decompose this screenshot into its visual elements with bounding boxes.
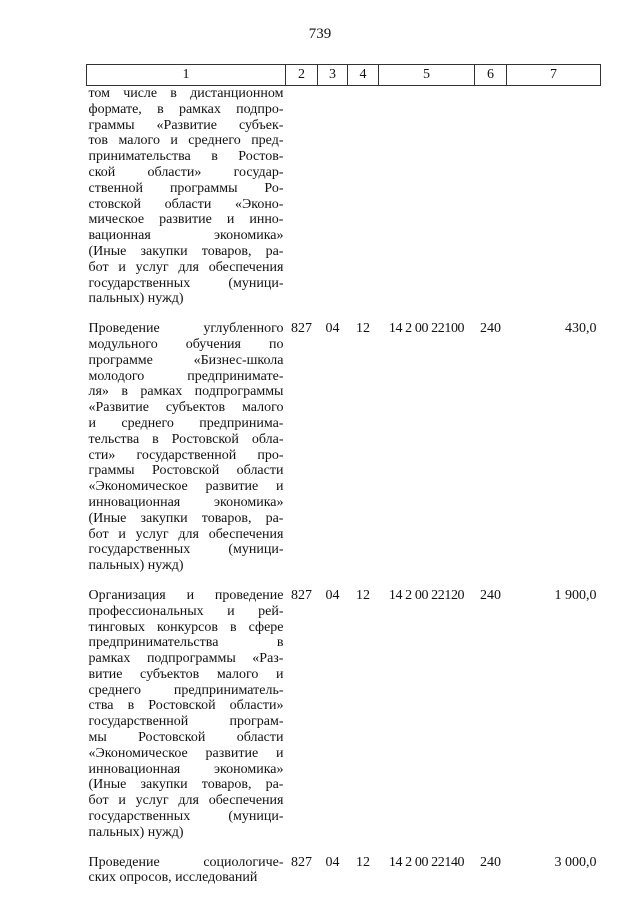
target-article-code: 14 2 00 22120 [388, 587, 465, 603]
description-line: ских опросов, исследований [88, 870, 258, 886]
description-line: тинговых конкурсов в сфере [88, 619, 284, 635]
description-line: инновационная экономика» [88, 494, 284, 510]
description-line: и среднего предпринима- [88, 415, 284, 431]
description-line: модульного обучения по [88, 336, 284, 352]
description-line: принимательства в Ростов- [88, 149, 284, 165]
description-line: пальных) нужд) [88, 558, 184, 574]
description-line: программе «Бизнес-школа [88, 352, 284, 368]
description-line: инновационная экономика» [88, 761, 284, 777]
header-col-7: 7 [507, 65, 601, 86]
description-line: том числе в дистанционном [88, 86, 284, 101]
description-line: бот и услуг для обеспечения [88, 526, 284, 542]
description-line: Проведение социологиче- [88, 854, 284, 870]
amount: 430,0 [565, 321, 597, 337]
row-description [87, 588, 286, 855]
description-line: пальных) нужд) [88, 291, 184, 307]
ministry-code: 827 [291, 854, 312, 870]
description-line: «Развитие субъектов малого [88, 400, 284, 416]
description-line: ства в Ростовской области» [88, 698, 284, 714]
description-line: профессиональных и рей- [88, 603, 284, 619]
description-line: государственных (муници- [88, 809, 284, 825]
description-line: молодого предпринимате- [88, 368, 284, 384]
ministry-code: 827 [291, 587, 312, 603]
subsection-code: 12 [356, 587, 370, 603]
description-line: бот и услуг для обеспечения [88, 259, 284, 275]
continuation-description [87, 86, 286, 322]
header-col-6: 6 [475, 65, 507, 86]
amount: 3 000,0 [554, 854, 597, 870]
budget-table [86, 64, 601, 900]
header-col-2: 2 [286, 65, 318, 86]
description-line: тельства в Ростовской обла- [88, 431, 284, 447]
description-line: (Иные закупки товаров, ра- [88, 510, 284, 526]
description-line: (Иные закупки товаров, ра- [88, 243, 284, 259]
header-row [87, 65, 601, 86]
description-line: рамках подпрограммы «Раз- [88, 651, 284, 667]
table-row [87, 321, 601, 588]
description-line: ственной программы Ро- [88, 180, 284, 196]
target-article-code: 14 2 00 22100 [388, 321, 465, 337]
header-col-4: 4 [348, 65, 379, 86]
description-line: сти» государственной про- [88, 447, 284, 463]
expense-type-code: 240 [480, 321, 501, 337]
description-line: «Экономическое развитие и [88, 745, 284, 761]
continuation-row [87, 86, 601, 322]
description-line: государственной програм- [88, 714, 284, 730]
description-line: государственных (муници- [88, 542, 284, 558]
description-line: тов малого и среднего пред- [88, 133, 284, 149]
description-line: государственных (муници- [88, 275, 284, 291]
description-line: вационная экономика» [88, 228, 284, 244]
section-code: 04 [325, 321, 340, 337]
ministry-code: 827 [291, 321, 312, 337]
header-col-3: 3 [318, 65, 348, 86]
section-code: 04 [325, 587, 340, 603]
description-line: ской области» государ- [88, 164, 284, 180]
subsection-code: 12 [356, 321, 370, 337]
expense-type-code: 240 [480, 587, 501, 603]
target-article-code: 14 2 00 22140 [388, 854, 465, 870]
description-lines [89, 855, 284, 887]
header-col-5: 5 [379, 65, 475, 86]
subsection-code: 12 [356, 854, 370, 870]
description-line: витие субъектов малого и [88, 666, 284, 682]
description-line: мическое развитие и инно- [88, 212, 284, 228]
amount: 1 900,0 [554, 587, 597, 603]
description-lines [89, 321, 284, 574]
description-line: предпринимательства в [88, 635, 284, 651]
description-line: среднего предприниматель- [88, 682, 284, 698]
table-row [87, 855, 601, 901]
description-line: ля» в рамках подпрограммы [88, 384, 284, 400]
header-col-1: 1 [87, 65, 286, 86]
description-line: граммы «Развитие субъек- [88, 117, 284, 133]
description-line: бот и услуг для обеспечения [88, 793, 284, 809]
table-row [87, 588, 601, 855]
description-lines [89, 86, 284, 307]
description-line: пальных) нужд) [88, 824, 184, 840]
description-line: (Иные закупки товаров, ра- [88, 777, 284, 793]
description-line: «Экономическое развитие и [88, 479, 284, 495]
description-line: стовской области «Эконо- [88, 196, 284, 212]
description-line: Проведение углубленного [88, 321, 284, 337]
expense-type-code: 240 [480, 854, 501, 870]
description-line: мы Ростовской области [88, 730, 284, 746]
description-line: граммы Ростовской области [88, 463, 284, 479]
description-lines [89, 588, 284, 841]
section-code: 04 [325, 854, 340, 870]
row-description [87, 855, 286, 901]
row-description [87, 321, 286, 588]
page-number: 739 [308, 26, 332, 42]
description-line: Организация и проведение [88, 587, 284, 603]
description-line: формате, в рамках подпро- [88, 101, 284, 117]
